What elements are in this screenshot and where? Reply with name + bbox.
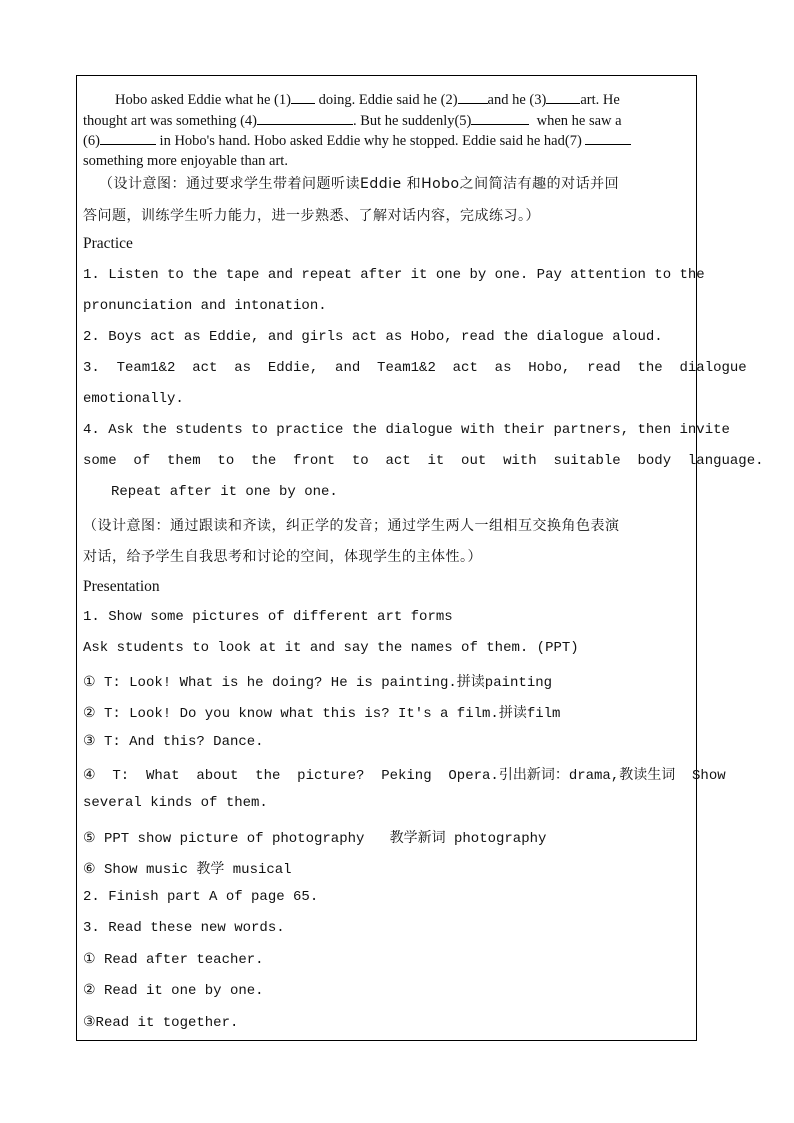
design-intent-2: （设计意图：通过跟读和齐读，纠正学的发音；通过学生两人一组相互交换角色表演 — [83, 518, 620, 534]
blank-5 — [471, 112, 529, 125]
presentation-step-1: 1. Show some pictures of different art forms — [83, 609, 453, 625]
presentation-item-4-cont: several kinds of them. — [83, 795, 268, 811]
presentation-item-1: ① T: Look! What is he doing? He is painting.拼读painting — [83, 675, 553, 691]
intro-text: art. He — [580, 92, 620, 108]
blank-1 — [291, 91, 315, 104]
practice-item-4: 4. Ask the students to practice the dialogue with their partners, then invite — [83, 422, 730, 438]
intro-text: Hobo asked Eddie what he (1) — [115, 92, 291, 108]
read-item-1: ① Read after teacher. — [83, 952, 264, 968]
practice-item-1-cont: pronunciation and intonation. — [83, 298, 327, 314]
design-intent-2b: 对话，给予学生自我思考和讨论的空间，体现学生的主体性。） — [83, 549, 482, 565]
intro-text: doing. Eddie said he (2) — [318, 92, 458, 108]
practice-item-3: 3. Team1&2 act as Eddie, and Team1&2 act as Hobo, read the dialogue — [83, 360, 747, 376]
intro-text: . But he suddenly(5) — [352, 113, 472, 129]
presentation-item-3: ③ T: And this? Dance. — [83, 734, 264, 750]
intro-line-4: something more enjoyable than art. — [83, 153, 288, 169]
read-item-2: ② Read it one by one. — [83, 983, 264, 999]
intro-text: and he (3) — [487, 92, 547, 108]
practice-heading: Practice — [83, 235, 133, 252]
practice-item-2: 2. Boys act as Eddie, and girls act as Hobo, read the dialogue aloud. — [83, 329, 663, 345]
presentation-item-6: ⑥ Show music 教学 musical — [83, 862, 292, 878]
intro-line-1 — [115, 91, 620, 109]
blank-4 — [257, 112, 353, 125]
design-intent-1b: 答问题，训练学生听力能力，进一步熟悉、了解对话内容，完成练习。） — [83, 208, 540, 224]
practice-item-4-cont: some of them to the front to act it out with suitable body language. — [83, 453, 764, 469]
practice-item-1: 1. Listen to the tape and repeat after it one by one. Pay attention to the — [83, 267, 705, 283]
presentation-step-2: 2. Finish part A of page 65. — [83, 889, 319, 905]
read-item-3: ③Read it together. — [83, 1015, 239, 1031]
presentation-heading: Presentation — [83, 578, 160, 595]
intro-text: when he saw a — [536, 113, 622, 129]
intro-line-3 — [83, 132, 631, 150]
practice-item-3-cont: emotionally. — [83, 391, 184, 407]
blank-3 — [546, 91, 580, 104]
intro-text: in Hobo's hand. Hobo asked Eddie why he stopped. Eddie said he had(7) — [159, 133, 582, 149]
design-intent-1: （设计意图：通过要求学生带着问题听读Eddie 和Hobo之间简洁有趣的对话并回 — [99, 176, 620, 192]
practice-item-4-cont-2: Repeat after it one by one. — [111, 484, 338, 500]
presentation-item-4: ④ T: What about the picture? Peking Opera.引出新词：drama,教读生词 Show — [83, 768, 726, 784]
presentation-step-1-cont: Ask students to look at it and say the names of them. (PPT) — [83, 640, 579, 656]
presentation-step-3: 3. Read these new words. — [83, 920, 285, 936]
intro-line-2 — [83, 112, 622, 130]
blank-7 — [585, 132, 631, 145]
intro-text: (6) — [83, 133, 100, 149]
blank-6 — [100, 132, 156, 145]
presentation-item-5: ⑤ PPT show picture of photography 教学新词 photography — [83, 831, 547, 847]
intro-text: thought art was something (4) — [83, 113, 257, 129]
blank-2 — [458, 91, 488, 104]
presentation-item-2: ② T: Look! Do you know what this is? It's a film.拼读film — [83, 706, 561, 722]
